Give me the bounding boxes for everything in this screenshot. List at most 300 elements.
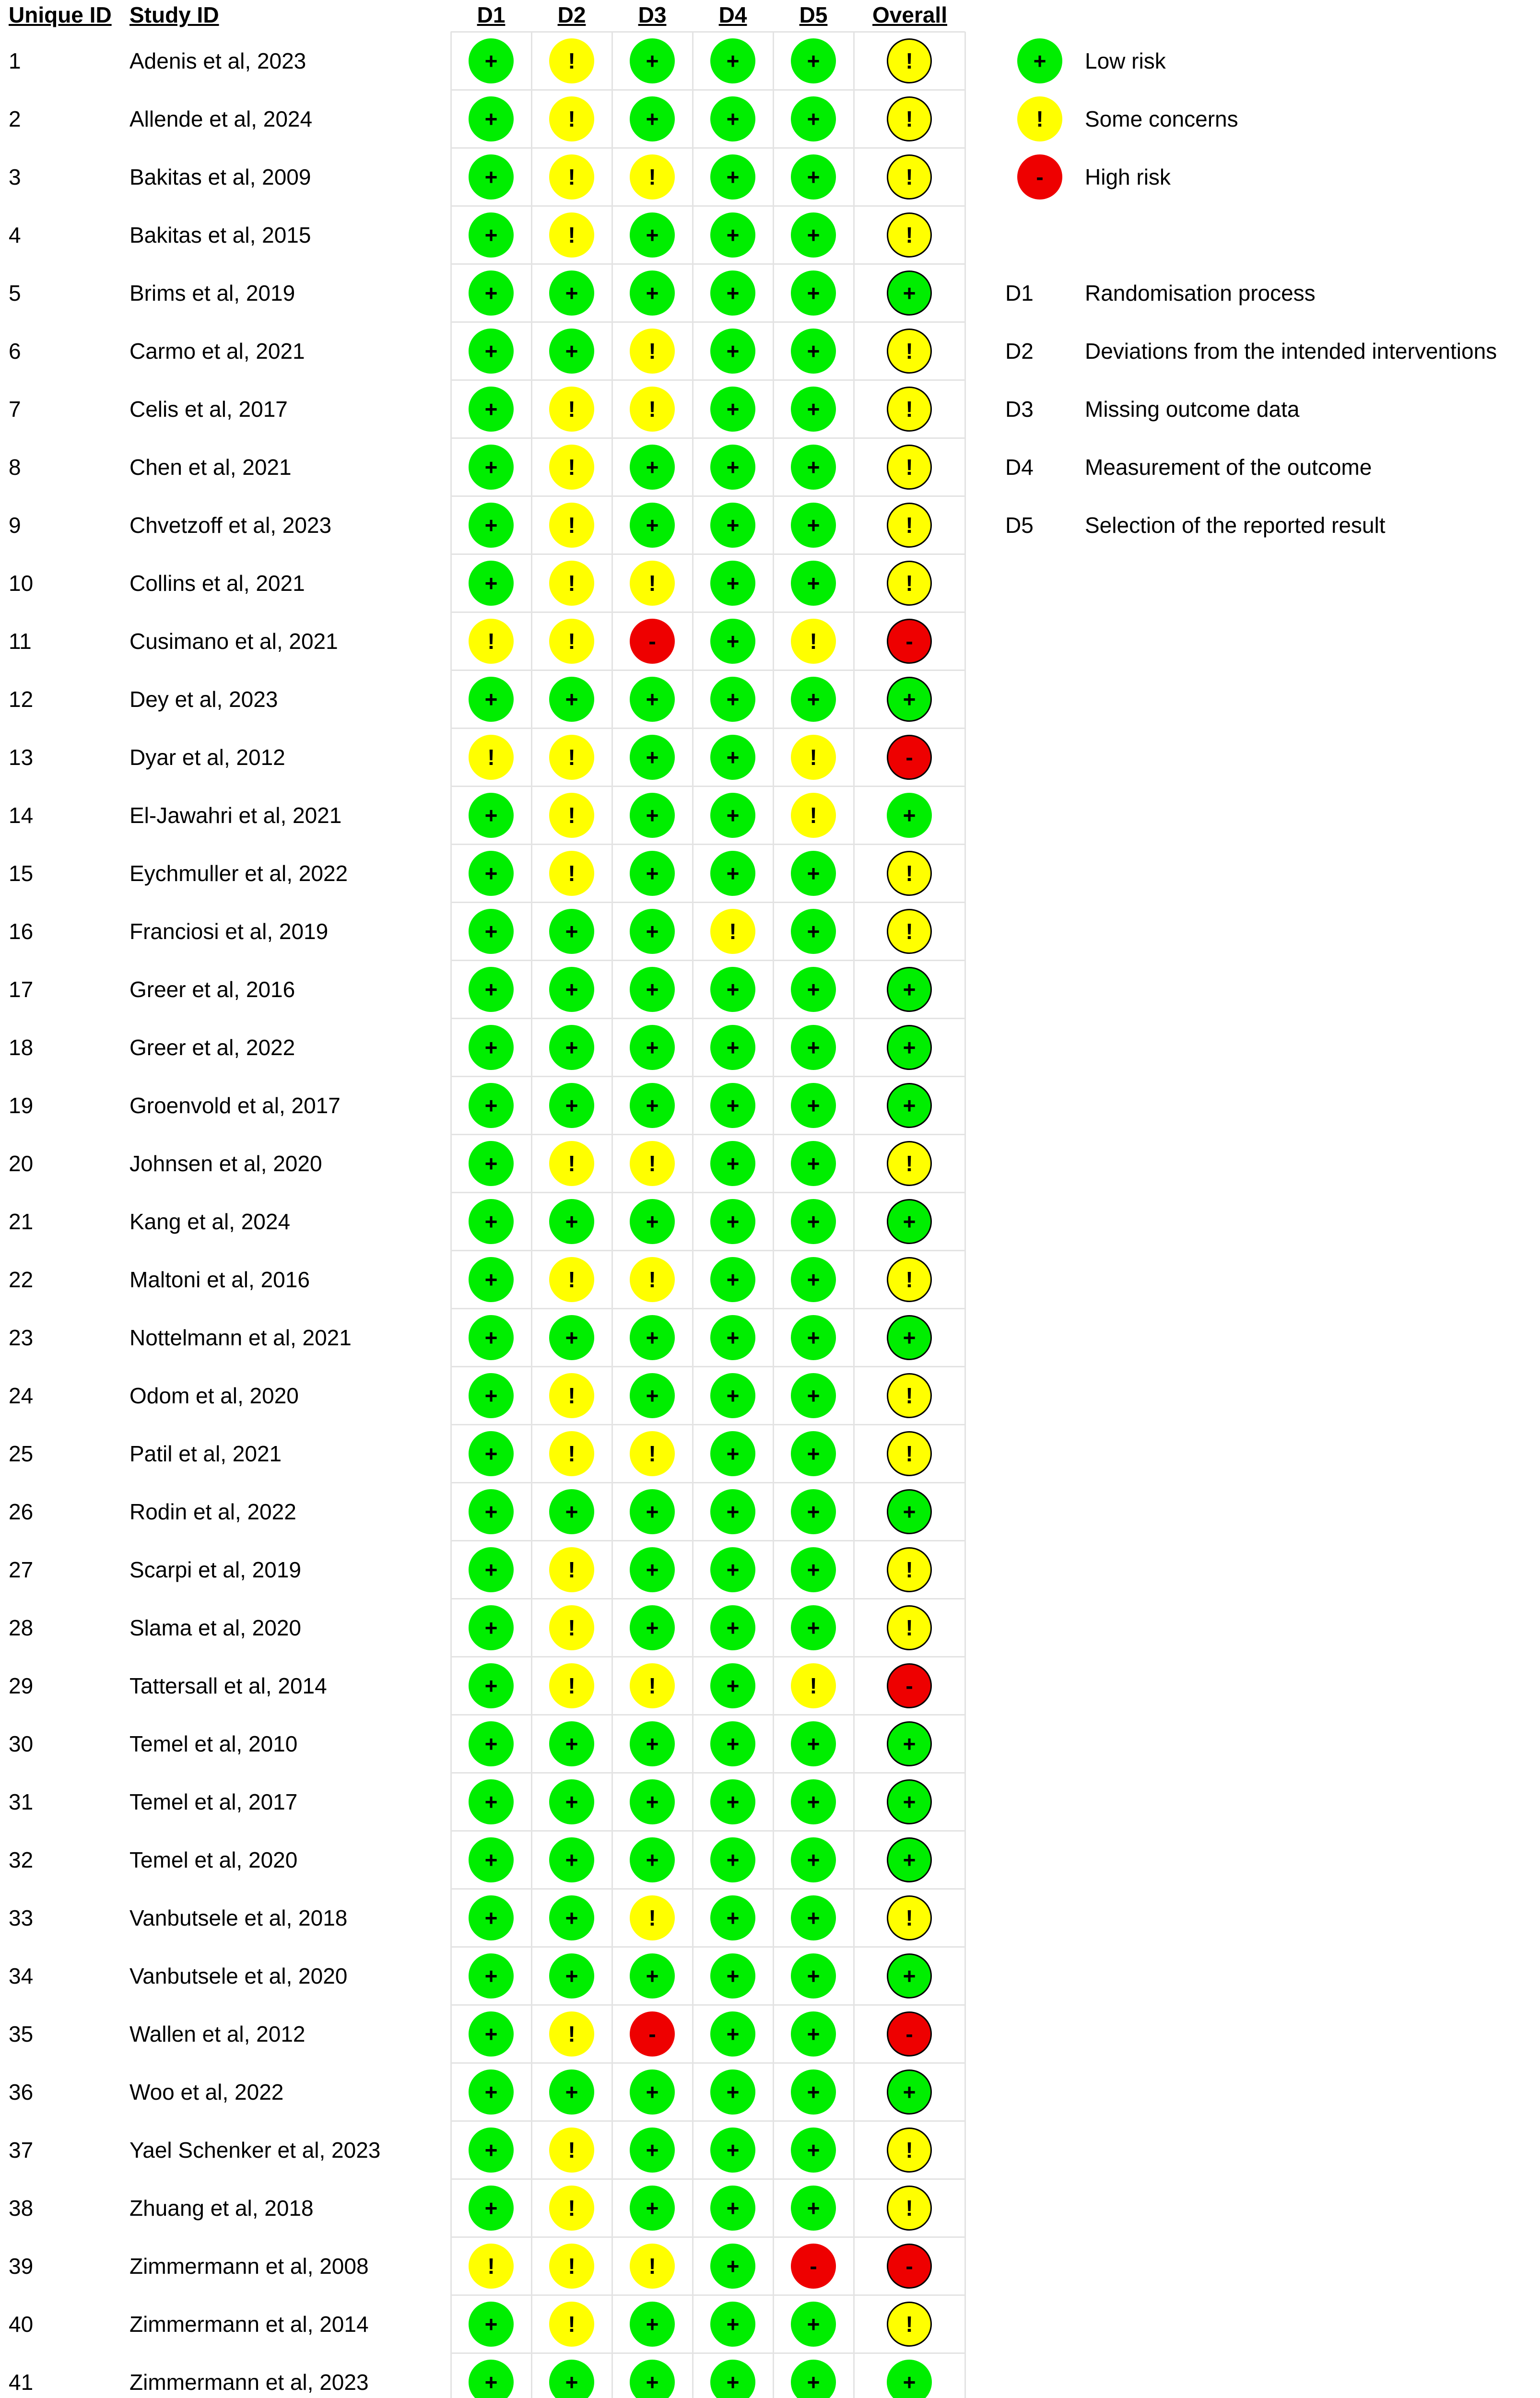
judgement-dot-d4: + — [710, 2244, 755, 2289]
judgement-dot-d4: + — [710, 1431, 755, 1476]
judgement-dot-d2: ! — [549, 2128, 594, 2173]
judgement-dot-d1: + — [469, 154, 514, 200]
judgement-dot-d1: + — [469, 329, 514, 374]
study-id-cell: Vanbutsele et al, 2020 — [129, 1963, 348, 1988]
unique-id-cell: 22 — [9, 1267, 34, 1292]
grid-line-horizontal — [451, 2062, 965, 2064]
domain-legend-label: Randomisation process — [1085, 280, 1316, 306]
judgement-dot-d2: ! — [549, 212, 594, 258]
grid-line-horizontal — [451, 1656, 965, 1657]
grid-line-horizontal — [451, 205, 965, 207]
judgement-dot-overall: ! — [887, 503, 932, 548]
judgement-dot-d2: ! — [549, 1663, 594, 1708]
judgement-dot-d2: + — [549, 1721, 594, 1766]
judgement-dot-d5: + — [791, 1373, 836, 1418]
judgement-dot-overall: ! — [887, 1605, 932, 1650]
domain-legend-code: D4 — [1005, 454, 1034, 480]
judgement-dot-d1: ! — [469, 2244, 514, 2289]
domain-legend-code: D2 — [1005, 338, 1034, 364]
judgement-dot-d4: + — [710, 1779, 755, 1824]
judgement-dot-d3: ! — [630, 1895, 675, 1940]
judgement-dot-d2: ! — [549, 851, 594, 896]
judgement-dot-d4: + — [710, 38, 755, 83]
judgement-dot-d5: + — [791, 387, 836, 432]
judgement-dot-d5: + — [791, 909, 836, 954]
judgement-dot-overall: + — [887, 2360, 932, 2398]
unique-id-cell: 17 — [9, 976, 34, 1002]
judgement-dot-d3: + — [630, 1721, 675, 1766]
judgement-dot-d3: + — [630, 2302, 675, 2347]
unique-id-cell: 39 — [9, 2253, 34, 2279]
judgement-dot-d2: ! — [549, 154, 594, 200]
judgement-dot-d4: + — [710, 793, 755, 838]
judgement-dot-d3: + — [630, 212, 675, 258]
judgement-dot-d5: + — [791, 561, 836, 606]
grid-line-horizontal — [451, 1482, 965, 1483]
study-id-cell: Tattersall et al, 2014 — [129, 1673, 327, 1698]
judgement-dot-d2: + — [549, 2069, 594, 2115]
header-unique-id: Unique ID — [9, 2, 112, 27]
grid-line-vertical — [964, 32, 966, 2398]
judgement-dot-d4: + — [710, 2069, 755, 2115]
unique-id-cell: 30 — [9, 1731, 34, 1756]
judgement-dot-d1: + — [469, 2302, 514, 2347]
judgement-dot-d1: + — [469, 851, 514, 896]
judgement-dot-d4: + — [710, 2128, 755, 2173]
judgement-dot-overall: ! — [887, 851, 932, 896]
grid-line-horizontal — [451, 1888, 965, 1890]
judgement-dot-d2: ! — [549, 2011, 594, 2057]
judgement-dot-d3: + — [630, 1199, 675, 1244]
judgement-dot-overall: ! — [887, 2128, 932, 2173]
header-d3: D3 — [638, 2, 667, 27]
study-id-cell: Woo et al, 2022 — [129, 2079, 284, 2104]
judgement-dot-d3: + — [630, 2128, 675, 2173]
study-id-cell: Carmo et al, 2021 — [129, 338, 305, 364]
study-id-cell: Allende et al, 2024 — [129, 106, 313, 131]
judgement-dot-d4: + — [710, 2011, 755, 2057]
judgement-dot-d3: + — [630, 909, 675, 954]
judgement-dot-d2: ! — [549, 2244, 594, 2289]
unique-id-cell: 26 — [9, 1499, 34, 1524]
judgement-dot-d2: + — [549, 1953, 594, 1998]
judgement-dot-d5: + — [791, 1779, 836, 1824]
grid-line-horizontal — [451, 89, 965, 91]
grid-line-horizontal — [451, 1714, 965, 1716]
judgement-dot-d2: + — [549, 1083, 594, 1128]
grid-line-horizontal — [451, 1366, 965, 1367]
grid-line-horizontal — [451, 1946, 965, 1948]
grid-line-horizontal — [451, 553, 965, 555]
judgement-dot-d5: ! — [791, 735, 836, 780]
domain-legend-code: D1 — [1005, 280, 1034, 306]
judgement-dot-d1: + — [469, 909, 514, 954]
judgement-dot-d5: + — [791, 1837, 836, 1882]
judgement-dot-d3: + — [630, 445, 675, 490]
judgement-dot-d2: ! — [549, 96, 594, 141]
judgement-dot-d1: + — [469, 1953, 514, 1998]
study-id-cell: Zimmermann et al, 2014 — [129, 2311, 369, 2337]
grid-line-horizontal — [451, 1424, 965, 1425]
judgement-dot-d3: + — [630, 2069, 675, 2115]
judgement-dot-d3: ! — [630, 2244, 675, 2289]
judgement-dot-overall: - — [887, 2244, 932, 2289]
judgement-dot-d2: ! — [549, 619, 594, 664]
judgement-dot-d3: ! — [630, 154, 675, 200]
judgement-dot-d2: + — [549, 677, 594, 722]
judgement-dot-d1: + — [469, 503, 514, 548]
judgement-dot-overall: ! — [887, 387, 932, 432]
judgement-dot-d4: + — [710, 677, 755, 722]
domain-legend-label: Selection of the reported result — [1085, 512, 1386, 538]
judgement-dot-d5: + — [791, 96, 836, 141]
study-id-cell: Dyar et al, 2012 — [129, 744, 285, 770]
judgement-dot-d1: + — [469, 2069, 514, 2115]
grid-line-horizontal — [451, 1250, 965, 1251]
judgement-dot-d3: + — [630, 967, 675, 1012]
judgement-dot-d4: ! — [710, 909, 755, 954]
judgement-dot-d1: + — [469, 1315, 514, 1360]
domain-legend-code: D3 — [1005, 396, 1034, 422]
unique-id-cell: 31 — [9, 1789, 34, 1814]
judgement-dot-d2: ! — [549, 1547, 594, 1592]
judgement-dot-d3: + — [630, 1605, 675, 1650]
study-id-cell: Greer et al, 2016 — [129, 976, 295, 1002]
judgement-dot-d4: + — [710, 1953, 755, 1998]
unique-id-cell: 40 — [9, 2311, 34, 2337]
judgement-dot-d2: + — [549, 2360, 594, 2398]
judgement-dot-overall: + — [887, 677, 932, 722]
judgement-dot-d1: + — [469, 1605, 514, 1650]
judgement-dot-d3: ! — [630, 1257, 675, 1302]
judgement-dot-d1: + — [469, 387, 514, 432]
judgement-dot-overall: + — [887, 1953, 932, 1998]
grid-line-vertical — [450, 32, 452, 2398]
judgement-dot-overall: - — [887, 1663, 932, 1708]
grid-line-horizontal — [451, 960, 965, 961]
judgement-dot-d5: + — [791, 1721, 836, 1766]
judgement-dot-d5: + — [791, 1431, 836, 1476]
grid-line-horizontal — [451, 728, 965, 729]
judgement-dot-overall: + — [887, 270, 932, 316]
judgement-dot-d2: ! — [549, 38, 594, 83]
legend-low-icon: + — [1017, 38, 1062, 83]
unique-id-cell: 11 — [9, 628, 32, 654]
unique-id-cell: 14 — [9, 802, 34, 828]
judgement-dot-d2: ! — [549, 1141, 594, 1186]
study-id-cell: Cusimano et al, 2021 — [129, 628, 338, 654]
grid-line-horizontal — [451, 786, 965, 787]
judgement-dot-d5: ! — [791, 793, 836, 838]
judgement-dot-d1: + — [469, 270, 514, 316]
judgement-dot-d1: + — [469, 2128, 514, 2173]
judgement-dot-d2: + — [549, 1199, 594, 1244]
judgement-dot-overall: + — [887, 793, 932, 838]
judgement-dot-d3: + — [630, 2360, 675, 2398]
judgement-dot-d5: + — [791, 1489, 836, 1534]
judgement-dot-d1: + — [469, 1721, 514, 1766]
judgement-dot-d3: + — [630, 1953, 675, 1998]
study-id-cell: Kang et al, 2024 — [129, 1209, 291, 1234]
judgement-dot-d2: + — [549, 967, 594, 1012]
judgement-dot-d4: + — [710, 619, 755, 664]
grid-line-horizontal — [451, 2236, 965, 2238]
study-id-cell: Wallen et al, 2012 — [129, 2021, 306, 2046]
legend-high-label: High risk — [1085, 164, 1171, 189]
judgement-dot-d4: + — [710, 561, 755, 606]
grid-line-vertical — [611, 32, 613, 2398]
grid-line-horizontal — [451, 147, 965, 149]
judgement-dot-d1: + — [469, 1779, 514, 1824]
study-id-cell: Temel et al, 2020 — [129, 1847, 298, 1872]
judgement-dot-d4: + — [710, 851, 755, 896]
judgement-dot-d3: + — [630, 1373, 675, 1418]
grid-line-horizontal — [451, 670, 965, 671]
judgement-dot-d4: + — [710, 2302, 755, 2347]
judgement-dot-d1: + — [469, 677, 514, 722]
study-id-cell: Temel et al, 2010 — [129, 1731, 298, 1756]
study-id-cell: Scarpi et al, 2019 — [129, 1557, 302, 1582]
judgement-dot-overall: + — [887, 1199, 932, 1244]
judgement-dot-d1: ! — [469, 619, 514, 664]
unique-id-cell: 15 — [9, 860, 34, 886]
grid-line-horizontal — [451, 1076, 965, 1077]
grid-line-horizontal — [451, 1598, 965, 1599]
grid-line-vertical — [692, 32, 694, 2398]
judgement-dot-d3: + — [630, 503, 675, 548]
judgement-dot-d1: + — [469, 561, 514, 606]
judgement-dot-d4: + — [710, 1663, 755, 1708]
study-id-cell: Zimmermann et al, 2008 — [129, 2253, 369, 2279]
unique-id-cell: 4 — [9, 222, 21, 247]
judgement-dot-overall: ! — [887, 1895, 932, 1940]
header-overall: Overall — [872, 2, 947, 27]
judgement-dot-d3: + — [630, 270, 675, 316]
judgement-dot-d2: + — [549, 1895, 594, 1940]
study-id-cell: Zhuang et al, 2018 — [129, 2195, 314, 2221]
grid-line-vertical — [531, 32, 532, 2398]
judgement-dot-d2: ! — [549, 1373, 594, 1418]
judgement-dot-overall: ! — [887, 1141, 932, 1186]
judgement-dot-d3: + — [630, 1837, 675, 1882]
judgement-dot-d5: + — [791, 212, 836, 258]
grid-line-horizontal — [451, 611, 965, 613]
study-id-cell: Eychmuller et al, 2022 — [129, 860, 348, 886]
judgement-dot-d2: ! — [549, 445, 594, 490]
header-d4: D4 — [718, 2, 747, 27]
judgement-dot-d3: + — [630, 735, 675, 780]
judgement-dot-d2: ! — [549, 735, 594, 780]
judgement-dot-d1: + — [469, 967, 514, 1012]
judgement-dot-overall: ! — [887, 38, 932, 83]
study-id-cell: Collins et al, 2021 — [129, 570, 305, 596]
judgement-dot-d4: + — [710, 270, 755, 316]
judgement-dot-overall: ! — [887, 1547, 932, 1592]
judgement-dot-overall: + — [887, 1837, 932, 1882]
header-d2: D2 — [557, 2, 586, 27]
judgement-dot-d3: + — [630, 38, 675, 83]
judgement-dot-overall: + — [887, 1489, 932, 1534]
judgement-dot-d5: + — [791, 1953, 836, 1998]
study-id-cell: Bakitas et al, 2015 — [129, 222, 311, 247]
judgement-dot-d1: + — [469, 1199, 514, 1244]
judgement-dot-overall: + — [887, 1083, 932, 1128]
unique-id-cell: 33 — [9, 1905, 34, 1930]
unique-id-cell: 21 — [9, 1209, 34, 1234]
judgement-dot-d1: + — [469, 793, 514, 838]
judgement-dot-d5: + — [791, 1141, 836, 1186]
judgement-dot-d1: ! — [469, 735, 514, 780]
grid-line-horizontal — [451, 1018, 965, 1019]
judgement-dot-d2: ! — [549, 1431, 594, 1476]
judgement-dot-d3: ! — [630, 1663, 675, 1708]
judgement-dot-d5: + — [791, 2186, 836, 2231]
judgement-dot-d4: + — [710, 735, 755, 780]
judgement-dot-d3: + — [630, 2186, 675, 2231]
judgement-dot-d2: ! — [549, 793, 594, 838]
judgement-dot-overall: + — [887, 1779, 932, 1824]
judgement-dot-d2: ! — [549, 387, 594, 432]
study-id-cell: Groenvold et al, 2017 — [129, 1093, 341, 1118]
judgement-dot-d1: + — [469, 2011, 514, 2057]
judgement-dot-d1: + — [469, 1431, 514, 1476]
judgement-dot-d5: + — [791, 2011, 836, 2057]
domain-legend-label: Missing outcome data — [1085, 396, 1300, 422]
judgement-dot-d1: + — [469, 1141, 514, 1186]
judgement-dot-overall: + — [887, 1315, 932, 1360]
unique-id-cell: 9 — [9, 512, 21, 538]
judgement-dot-overall: ! — [887, 1373, 932, 1418]
judgement-dot-d3: ! — [630, 329, 675, 374]
unique-id-cell: 29 — [9, 1673, 34, 1698]
judgement-dot-d3: + — [630, 1547, 675, 1592]
grid-line-horizontal — [451, 1134, 965, 1135]
unique-id-cell: 3 — [9, 164, 21, 189]
unique-id-cell: 36 — [9, 2079, 34, 2104]
judgement-dot-overall: - — [887, 619, 932, 664]
grid-line-horizontal — [451, 1540, 965, 1541]
judgement-dot-d3: ! — [630, 561, 675, 606]
judgement-dot-d5: + — [791, 1025, 836, 1070]
judgement-dot-d2: + — [549, 270, 594, 316]
judgement-dot-d2: ! — [549, 561, 594, 606]
judgement-dot-d5: + — [791, 329, 836, 374]
study-id-cell: Odom et al, 2020 — [129, 1383, 299, 1408]
judgement-dot-overall: + — [887, 1721, 932, 1766]
study-id-cell: El-Jawahri et al, 2021 — [129, 802, 342, 828]
judgement-dot-d3: + — [630, 793, 675, 838]
domain-legend-code: D5 — [1005, 512, 1034, 538]
judgement-dot-d2: + — [549, 1837, 594, 1882]
judgement-dot-overall: ! — [887, 1257, 932, 1302]
unique-id-cell: 10 — [9, 570, 34, 596]
study-id-cell: Slama et al, 2020 — [129, 1615, 302, 1640]
unique-id-cell: 5 — [9, 280, 21, 306]
judgement-dot-d1: + — [469, 2186, 514, 2231]
header-d5: D5 — [799, 2, 828, 27]
judgement-dot-d5: + — [791, 1199, 836, 1244]
judgement-dot-d1: + — [469, 1083, 514, 1128]
grid-line-vertical — [773, 32, 774, 2398]
unique-id-cell: 19 — [9, 1093, 34, 1118]
grid-line-horizontal — [451, 31, 965, 33]
judgement-dot-overall: ! — [887, 445, 932, 490]
study-id-cell: Patil et al, 2021 — [129, 1441, 282, 1466]
judgement-dot-overall: + — [887, 1025, 932, 1070]
study-id-cell: Chvetzoff et al, 2023 — [129, 512, 332, 538]
judgement-dot-d5: + — [791, 445, 836, 490]
judgement-dot-d3: + — [630, 96, 675, 141]
study-id-cell: Vanbutsele et al, 2018 — [129, 1905, 348, 1930]
study-id-cell: Adenis et al, 2023 — [129, 48, 306, 73]
unique-id-cell: 12 — [9, 686, 34, 712]
judgement-dot-d4: + — [710, 1315, 755, 1360]
study-id-cell: Zimmermann et al, 2023 — [129, 2369, 369, 2395]
judgement-dot-d4: + — [710, 154, 755, 200]
study-id-cell: Celis et al, 2017 — [129, 396, 288, 422]
judgement-dot-d2: + — [549, 329, 594, 374]
judgement-dot-d5: + — [791, 2069, 836, 2115]
judgement-dot-d5: + — [791, 851, 836, 896]
domain-legend-label: Measurement of the outcome — [1085, 454, 1372, 480]
judgement-dot-d4: + — [710, 1721, 755, 1766]
judgement-dot-d4: + — [710, 96, 755, 141]
grid-line-horizontal — [451, 2004, 965, 2006]
unique-id-cell: 8 — [9, 454, 21, 480]
grid-line-horizontal — [451, 495, 965, 497]
grid-line-vertical — [853, 32, 855, 2398]
study-id-cell: Yael Schenker et al, 2023 — [129, 2137, 381, 2163]
judgement-dot-d4: + — [710, 445, 755, 490]
judgement-dot-overall: + — [887, 2069, 932, 2115]
legend-high-icon: - — [1017, 154, 1062, 200]
judgement-dot-d4: + — [710, 1605, 755, 1650]
judgement-dot-d3: + — [630, 1779, 675, 1824]
study-id-cell: Johnsen et al, 2020 — [129, 1151, 322, 1176]
judgement-dot-d2: + — [549, 1025, 594, 1070]
unique-id-cell: 24 — [9, 1383, 34, 1408]
judgement-dot-d1: + — [469, 96, 514, 141]
grid-line-horizontal — [451, 1772, 965, 1774]
judgement-dot-d1: + — [469, 1257, 514, 1302]
judgement-dot-d5: + — [791, 1315, 836, 1360]
unique-id-cell: 25 — [9, 1441, 34, 1466]
judgement-dot-d1: + — [469, 1837, 514, 1882]
judgement-dot-d5: + — [791, 1547, 836, 1592]
grid-line-horizontal — [451, 321, 965, 323]
judgement-dot-d5: + — [791, 967, 836, 1012]
judgement-dot-d4: + — [710, 387, 755, 432]
judgement-dot-d2: + — [549, 1779, 594, 1824]
judgement-dot-d2: ! — [549, 1605, 594, 1650]
unique-id-cell: 18 — [9, 1034, 34, 1060]
judgement-dot-d4: + — [710, 1895, 755, 1940]
judgement-dot-d1: + — [469, 1547, 514, 1592]
judgement-dot-overall: ! — [887, 1431, 932, 1476]
legend-some-icon: ! — [1017, 96, 1062, 141]
judgement-dot-d5: + — [791, 1257, 836, 1302]
grid-line-horizontal — [451, 2178, 965, 2180]
judgement-dot-d1: + — [469, 1489, 514, 1534]
unique-id-cell: 41 — [9, 2369, 34, 2395]
judgement-dot-d4: + — [710, 1837, 755, 1882]
judgement-dot-d2: + — [549, 909, 594, 954]
study-id-cell: Franciosi et al, 2019 — [129, 918, 329, 944]
judgement-dot-d1: + — [469, 212, 514, 258]
study-id-cell: Maltoni et al, 2016 — [129, 1267, 310, 1292]
judgement-dot-d2: + — [549, 1315, 594, 1360]
grid-line-horizontal — [451, 2120, 965, 2122]
